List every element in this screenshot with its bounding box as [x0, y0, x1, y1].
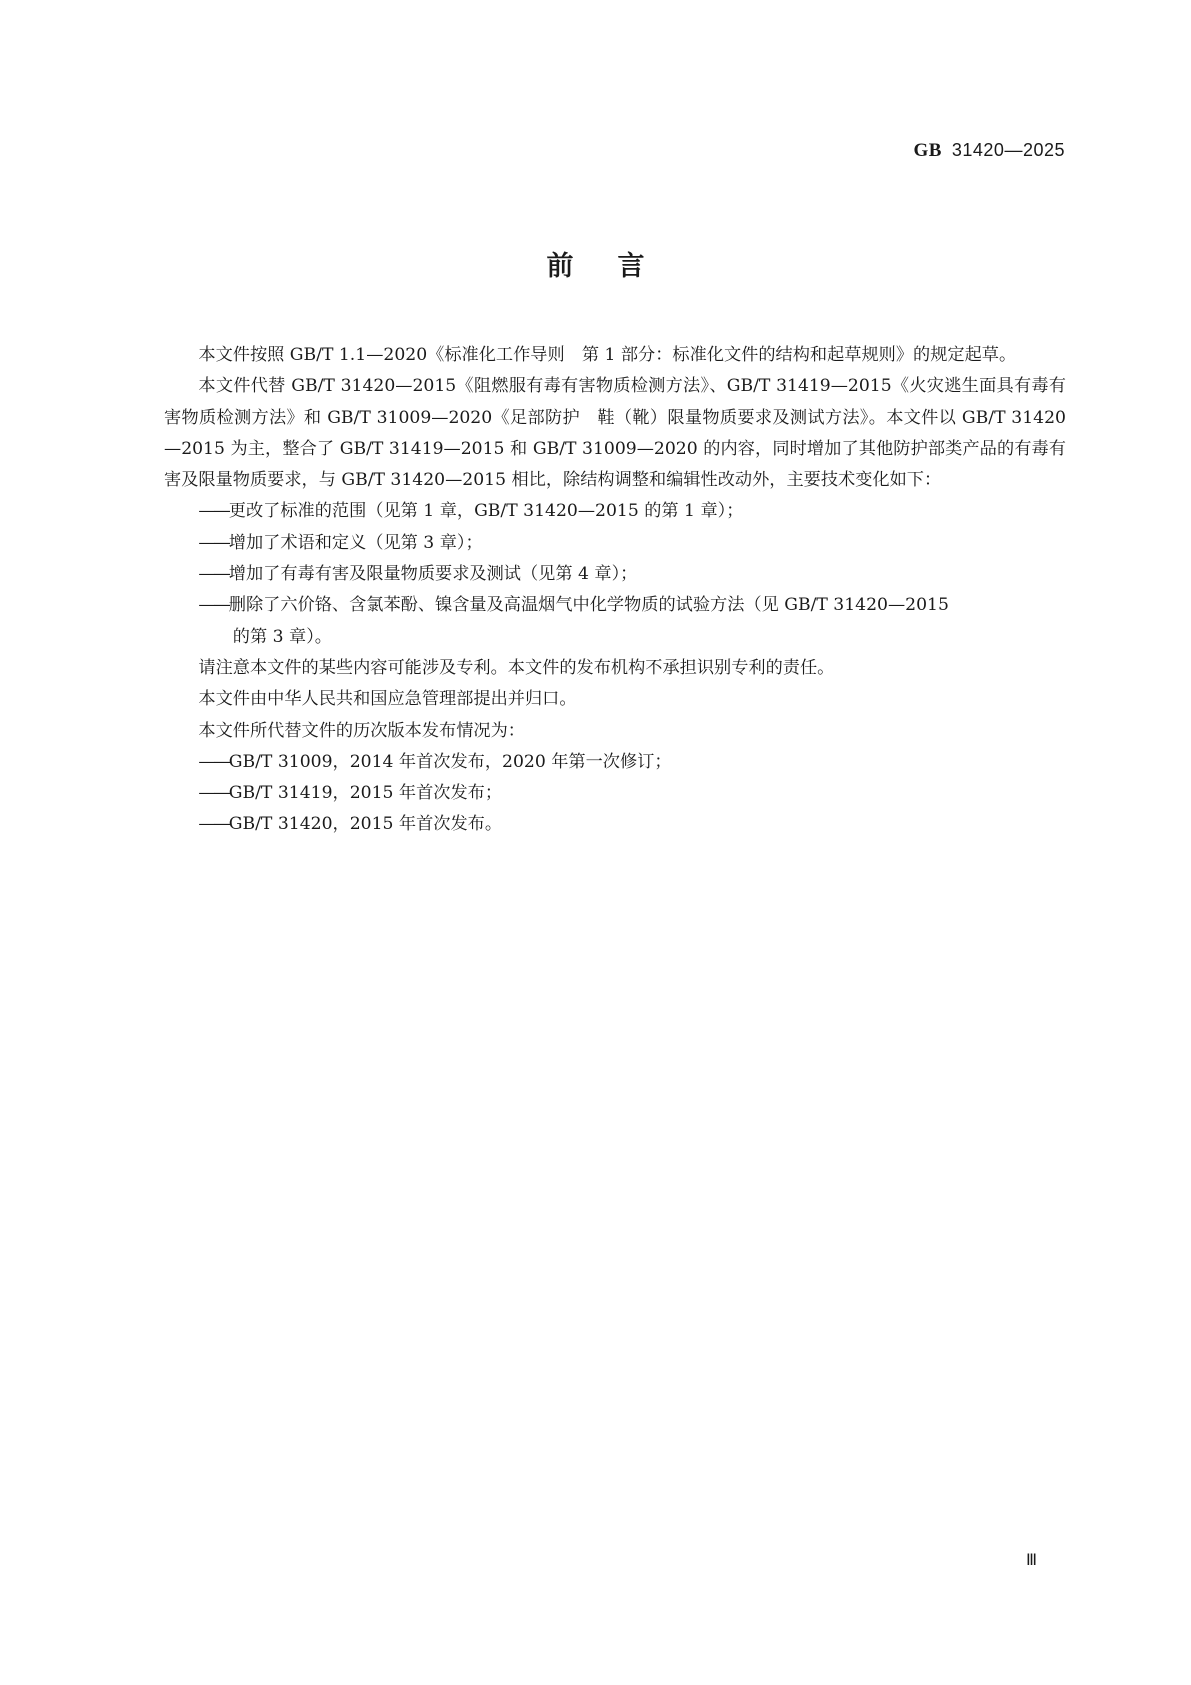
- paragraph-history-intro: 本文件所代替文件的历次版本发布情况为：: [198, 720, 525, 741]
- dash-mark: ——: [198, 783, 229, 804]
- paragraph-proposer: 本文件由中华人民共和国应急管理部提出并归口。: [198, 689, 577, 710]
- change-item: ——增加了术语和定义（见第 3 章）；: [198, 532, 483, 553]
- standard-number: 31420—2025: [951, 140, 1065, 160]
- standard-code: [913, 140, 1065, 162]
- paragraph-replacement: 本文件代替 GB/T 31420—2015《阻燃服有毒有害物质检测方法》、GB/T 31419—2015《火灾逃生面具有毒有害物质检测方法》和 GB/T 31009—2020《足部防护 鞋（靴）限量物质要求及测试方法》。本文件以 GB/T 31420—2015 为主，整合了 GB/T 31419—2015 和 GB/T 31009—2020 的内容，同时增加了其他防护部类产品的有毒有害及限量物质要求，与 GB/T 31420—2015 相比，除结构调整和编辑性改动外，主要技术变化如下：: [164, 376, 1066, 491]
- change-item: ——增加了有毒有害及限量物质要求及测试（见第 4 章）；: [198, 564, 638, 585]
- history-item: ——GB/T 31419，2015 年首次发布；: [198, 783, 503, 804]
- dash-mark: ——: [198, 501, 229, 522]
- page-number: Ⅲ: [1026, 1552, 1038, 1569]
- paragraph-drafting-rule: 本文件按照 GB/T 1.1—2020《标准化工作导则 第 1 部分：标准化文件的结构和起草规则》的规定起草。: [198, 345, 1017, 365]
- paragraph-patent-notice: 请注意本文件的某些内容可能涉及专利。本文件的发布机构不承担识别专利的责任。: [198, 657, 835, 678]
- history-item: ——GB/T 31009，2014 年首次发布，2020 年第一次修订；: [198, 751, 672, 772]
- dash-mark: ——: [198, 595, 229, 616]
- change-item: ——更改了标准的范围（见第 1 章，GB/T 31420—2015 的第 1 章）；: [198, 501, 744, 522]
- dash-mark: ——: [198, 751, 229, 772]
- change-item-continuation: 的第 3 章）。: [232, 626, 332, 647]
- dash-mark: ——: [198, 564, 229, 585]
- dash-mark: ——: [198, 532, 229, 553]
- change-item: ——删除了六价铬、含氯苯酚、镍含量及高温烟气中化学物质的试验方法（见 GB/T 31420—2015: [198, 595, 949, 616]
- foreword-body: [164, 340, 1066, 841]
- dash-mark: ——: [198, 814, 229, 835]
- standard-prefix: GB: [913, 140, 942, 161]
- history-item: ——GB/T 31420，2015 年首次发布。: [198, 814, 503, 835]
- page-title: 前言: [546, 251, 689, 282]
